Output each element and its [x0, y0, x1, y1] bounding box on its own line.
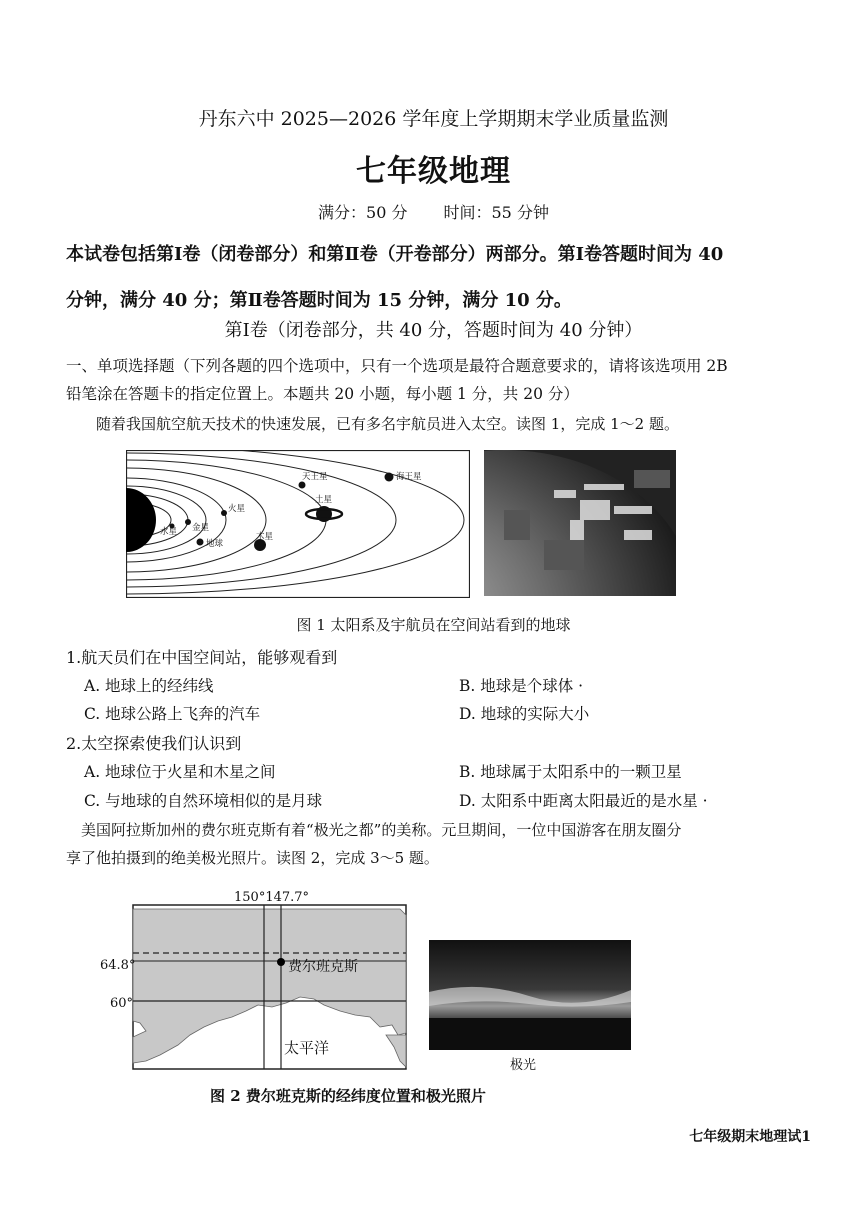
section-instruction	[66, 352, 806, 408]
exam-intro	[66, 232, 806, 324]
neptune-dot	[385, 473, 394, 482]
passage-2-line-1: 美国阿拉斯加州的费尔班克斯有着“极光之都”的美称。元旦期间，一位中国游客在朋友圈分	[81, 821, 682, 839]
city-label: 费尔班克斯	[288, 959, 358, 975]
figure2-caption: 图 2 费尔班克斯的经纬度位置和极光照片	[210, 1087, 486, 1105]
planet-label: 天王星	[302, 472, 328, 482]
exam-subject-title: 七年级地理	[356, 154, 511, 189]
intro-line-1: 本试卷包括第Ⅰ卷（闭卷部分）和第Ⅱ卷（开卷部分）两部分。第Ⅰ卷答题时间为 40	[66, 244, 724, 265]
page-footer: 七年级期末地理试1	[689, 1129, 811, 1145]
latitude-label-64: 64.8°	[100, 958, 136, 973]
passage-1: 随着我国航空航天技术的快速发展，已有多名宇航员进入太空。读图 1，完成 1～2 题。	[96, 415, 679, 433]
full-score: 满分：50 分	[318, 203, 408, 222]
planet-label: 木星	[256, 532, 274, 542]
q2-option-d[interactable]: D. 太阳系中距离太阳最近的是水星 ·	[459, 792, 708, 810]
longitude-label: 150°147.7°	[234, 890, 310, 905]
instruction-line-1: 一、单项选择题（下列各题的四个选项中，只有一个选项是最符合题意要求的，请将该选项用 2B	[66, 357, 728, 375]
intro-line-2: 分钟，满分 40 分；第Ⅱ卷答题时间为 15 分钟，满分 10 分。	[66, 290, 572, 311]
exam-time: 时间：55 分钟	[443, 203, 549, 222]
planet-label: 土星	[315, 495, 333, 505]
aurora-photo-label: 极光	[510, 1058, 537, 1073]
figure1-caption: 图 1 太阳系及宇航员在空间站看到的地球	[296, 616, 571, 634]
exam-school-title: 丹东六中 2025—2026 学年度上学期期末学业质量监测	[198, 108, 669, 130]
solar-system-diagram	[126, 450, 470, 598]
mars-dot	[221, 510, 227, 516]
q1-option-d[interactable]: D. 地球的实际大小	[459, 705, 590, 723]
question-1-stem: 1.航天员们在中国空间站，能够观看到	[66, 648, 338, 667]
q2-option-c[interactable]: C. 与地球的自然环境相似的是月球	[84, 792, 323, 810]
passage-2	[66, 816, 806, 872]
instruction-line-2: 铅笔涂在答题卡的指定位置上。本题共 20 小题，每小题 1 分，共 20 分）	[66, 385, 579, 403]
planet-label: 火星	[228, 504, 246, 514]
aurora-photo	[429, 940, 631, 1050]
q1-option-a[interactable]: A. 地球上的经纬线	[84, 677, 214, 695]
question-2-stem: 2.太空探索使我们认识到	[66, 734, 242, 753]
q2-option-b[interactable]: B. 地球属于太阳系中的一颗卫星	[459, 763, 682, 781]
latitude-label-60: 60°	[110, 996, 134, 1011]
exam-score-time	[0, 200, 867, 223]
planet-label: 海王星	[396, 472, 422, 482]
alaska-map	[100, 885, 416, 1075]
fairbanks-dot	[277, 958, 285, 966]
q2-option-a[interactable]: A. 地球位于火星和木星之间	[84, 763, 276, 781]
venus-dot	[185, 519, 191, 525]
ocean-label: 太平洋	[284, 1039, 330, 1057]
section-title: 第Ⅰ卷（闭卷部分，共 40 分，答题时间为 40 分钟）	[224, 320, 643, 341]
planet-label: 水星	[160, 527, 178, 537]
q1-option-c[interactable]: C. 地球公路上飞奔的汽车	[84, 705, 261, 723]
uranus-dot	[299, 482, 306, 489]
q1-option-b[interactable]: B. 地球是个球体 ·	[459, 677, 584, 695]
space-station-earth-photo	[484, 450, 676, 596]
earth-dot	[197, 539, 204, 546]
passage-2-line-2: 享了他拍摄到的绝美极光照片。读图 2，完成 3～5 题。	[66, 849, 439, 867]
planet-label: 地球	[206, 539, 224, 549]
planet-label: 金星	[192, 523, 210, 533]
